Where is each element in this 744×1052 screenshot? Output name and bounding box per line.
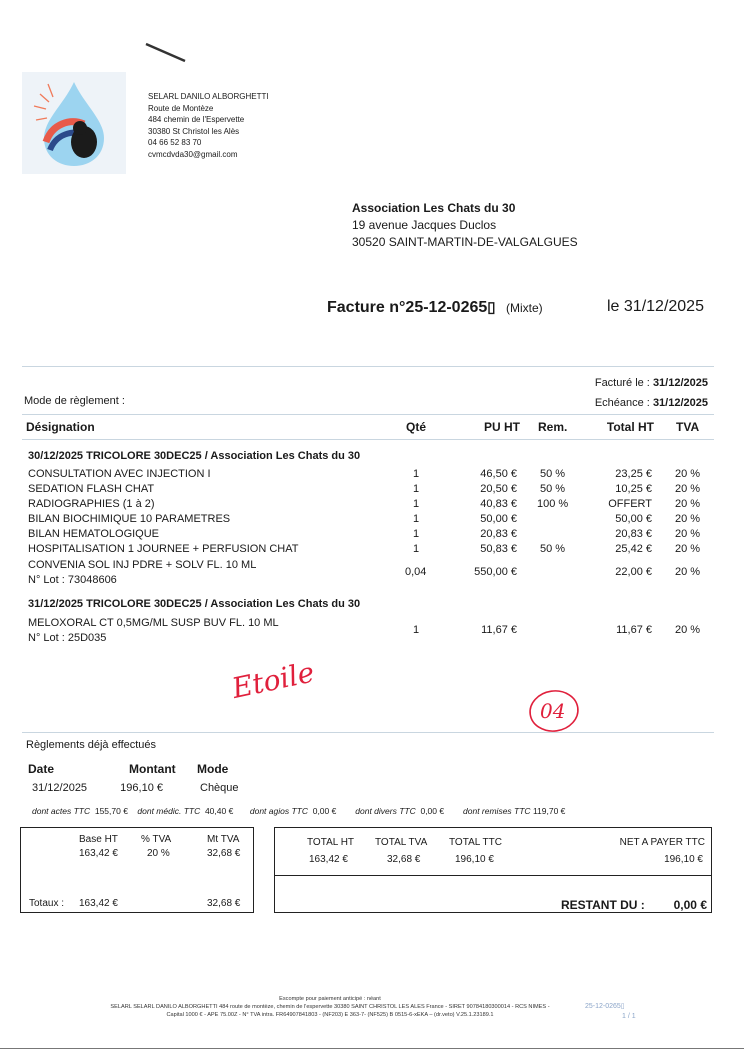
table-row-lot: MELOXORAL CT 0,5MG/ML SUSP BUV FL. 10 ML N° Lot : 25D035 bbox=[28, 617, 279, 644]
client-address-line: 30520 SAINT-MARTIN-DE-VALGALGUES bbox=[352, 235, 578, 249]
footer-discount: Escompte pour paiement anticipé : néant bbox=[279, 996, 381, 1002]
factured-label: Facturé le : bbox=[594, 377, 650, 389]
factured-value: 31/12/2025 bbox=[652, 377, 708, 389]
page-edge bbox=[0, 1048, 744, 1049]
table-row-values: 0,04 550,00 € 22,00 € 20 % bbox=[405, 566, 701, 578]
invoice-kind: (Mixte) bbox=[505, 301, 543, 315]
footer-legal: Capital 1000 € - APE 75.00Z - N° TVA intra. FR64907841803 - (NF203) E 363-7- (NF525) B 0515-6-xEKA – (dr.veto) V.25.1.23189.1 bbox=[166, 1012, 494, 1018]
footer-page: 1 / 1 bbox=[622, 1013, 636, 1020]
col-designation: Désignation bbox=[26, 420, 95, 434]
tax-summary-box: Base HT % TVA Mt TVA 163,42 € 20 % 32,68 € Totaux : 163,42 € 32,68 € bbox=[20, 827, 254, 913]
due-value: 31/12/2025 bbox=[652, 397, 708, 409]
payments-col-mode: Mode bbox=[197, 762, 229, 776]
footer-ref: 25-12-0265▯ bbox=[585, 1003, 625, 1010]
totals-divider bbox=[275, 875, 711, 876]
payment-date: 31/12/2025 bbox=[32, 782, 88, 794]
breakdown-line: dont actes TTC 155,70 € dont médic. TTC 40,40 € dont agios TTC 0,00 € dont divers TTC 0,00 € dont remises TTC 119,70 € bbox=[32, 806, 566, 816]
payments-col-date: Date bbox=[28, 762, 55, 776]
pen-mark bbox=[144, 42, 188, 69]
col-qty: Qté bbox=[406, 420, 427, 434]
table-row: HOSPITALISATION 1 JOURNEE + PERFUSION CHAT 1 50,83 € 50 % 25,42 € 20 % bbox=[28, 543, 701, 555]
table-row-lot: CONVENIA SOL INJ PDRE + SOLV FL. 10 ML N° Lot : 73048606 bbox=[28, 559, 257, 586]
col-pu: PU HT bbox=[484, 420, 520, 434]
vendor-address-line: Route de Montèze bbox=[148, 103, 214, 113]
remaining-label: RESTANT DU : bbox=[561, 898, 645, 912]
invoice-date: le 31/12/2025 bbox=[607, 298, 704, 315]
payment-mode: Chèque bbox=[200, 782, 239, 794]
client-name: Association Les Chats du 30 bbox=[352, 201, 516, 215]
vendor-name: SELARL DANILO ALBORGHETTI bbox=[148, 92, 269, 101]
payment-amount: 196,10 € bbox=[120, 782, 163, 794]
table-row: RADIOGRAPHIES (1 à 2) 1 40,83 € 100 % OFFERT 20 % bbox=[28, 498, 701, 510]
col-tva: TVA bbox=[676, 420, 700, 434]
vendor-email: cvmcdvda30@gmail.com bbox=[148, 149, 238, 159]
invoice-title: Facture n°25-12-0265 bbox=[327, 299, 488, 316]
circled-number: 04 bbox=[527, 687, 581, 735]
vendor-address-line: 484 chemin de l'Espervette bbox=[148, 115, 245, 124]
vendor-address-line: 30380 St Christol les Alès bbox=[148, 126, 240, 136]
footer-legal: SELARL SELARL DANILO ALBORGHETTI 484 route de montèze, chemin de l'espervette 30380 SAINT CHRISTOL LES ALES France - SIRET 90784180300014 - RCS NIMES - bbox=[110, 1004, 550, 1010]
table-row: BILAN BIOCHIMIQUE 10 PARAMETRES 1 50,00 € 50,00 € 20 % bbox=[28, 513, 701, 525]
payment-mode-label: Mode de règlement : bbox=[24, 395, 125, 407]
table-row: SEDATION FLASH CHAT 1 20,50 € 50 % 10,25 € 20 % bbox=[28, 483, 701, 495]
table-header bbox=[0, 420, 744, 435]
col-rem: Rem. bbox=[538, 420, 568, 434]
due-label: Echéance : bbox=[594, 397, 650, 409]
table-row: BILAN HEMATOLOGIQUE 1 20,83 € 20,83 € 20 % bbox=[28, 528, 701, 540]
table-row: CONSULTATION AVEC INJECTION I 1 46,50 € 50 % 23,25 € 20 % bbox=[28, 468, 701, 480]
handwritten-name: Etoile bbox=[229, 655, 318, 705]
remaining-value: 0,00 € bbox=[673, 898, 707, 912]
payments-col-amount: Montant bbox=[129, 762, 176, 776]
invoice-title-glyph: ▯ bbox=[487, 299, 496, 316]
group-title: 30/12/2025 TRICOLORE 30DEC25 / Association Les Chats du 30 bbox=[28, 450, 361, 462]
table-row-values: 1 11,67 € 11,67 € 20 % bbox=[413, 624, 701, 636]
clinic-logo bbox=[22, 72, 126, 174]
vendor-phone: 04 66 52 83 70 bbox=[148, 138, 202, 147]
client-address-line: 19 avenue Jacques Duclos bbox=[352, 218, 497, 232]
payments-title: Règlements déjà effectués bbox=[26, 739, 157, 751]
col-total: Total HT bbox=[606, 420, 654, 434]
group-title: 31/12/2025 TRICOLORE 30DEC25 / Association Les Chats du 30 bbox=[28, 598, 361, 610]
totals-box: TOTAL HT TOTAL TVA TOTAL TTC NET A PAYER TTC 163,42 € 32,68 € 196,10 € 196,10 € RESTANT DU : 0,00 € bbox=[274, 827, 712, 913]
